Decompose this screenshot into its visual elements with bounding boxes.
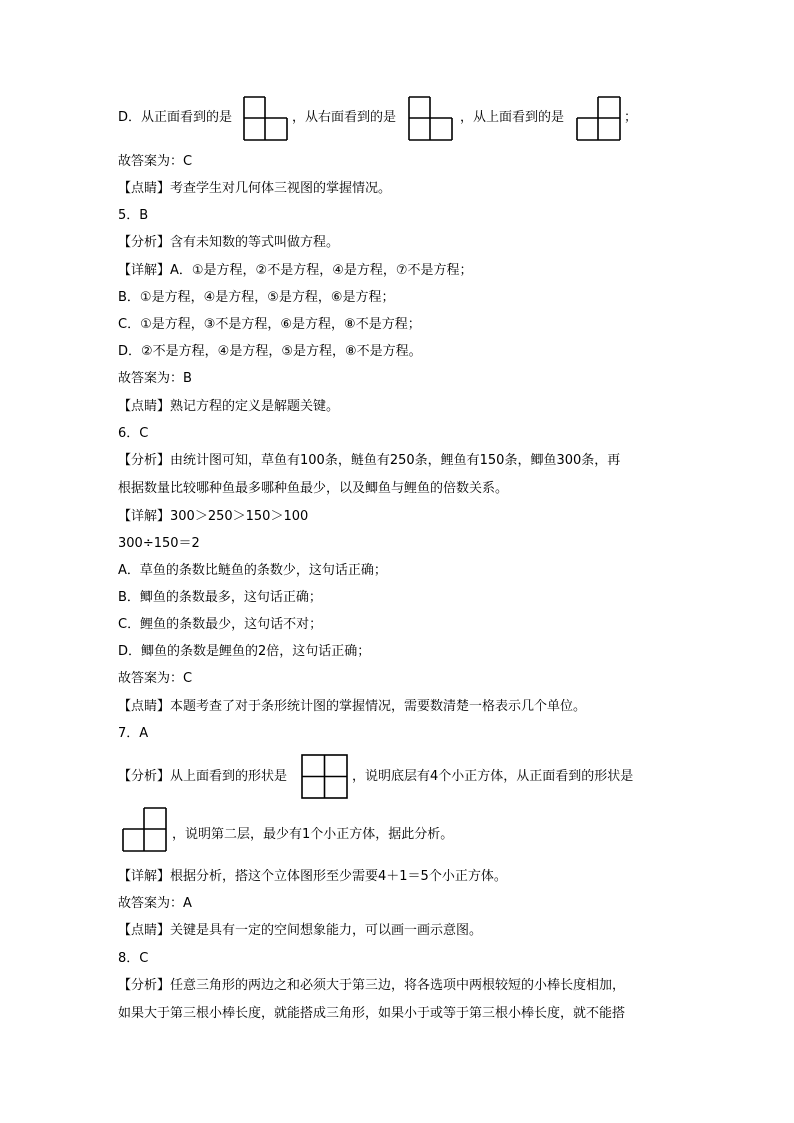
q6-note: 【点睛】本题考查了对于条形统计图的掌握情况，需要数清楚一格表示几个单位。: [118, 699, 587, 714]
q4-option-d: [118, 109, 232, 127]
top-view-figure: [576, 96, 622, 142]
q7-number: 7．A: [118, 726, 149, 741]
q4-answer: 故答案为：C: [118, 154, 193, 169]
q5-option-d: D．②不是方程，④是方程，⑤是方程，⑧不是方程。: [118, 344, 422, 359]
q7-analysis-line1a: 【分析】从上面看到的形状是: [118, 769, 288, 784]
q4d-text-right-wrap: [292, 109, 396, 127]
q6-calc: 300÷150＝2: [118, 536, 200, 551]
q6-number: 6．C: [118, 426, 149, 441]
q8-analysis-line1: 【分析】任意三角形的两边之和必须大于第三边，将各选项中两根较短的小棒长度相加，: [118, 978, 626, 993]
front-view-figure: [243, 96, 289, 142]
q6-analysis-line1: 【分析】由统计图可知，草鱼有100条，鲢鱼有250条，鲤鱼有150条，鲫鱼300条，再: [118, 453, 621, 468]
q4d-text-top: ，从上面看到的是: [460, 110, 565, 125]
q8-number: 8．C: [118, 951, 149, 966]
q5-option-c: C．①是方程，③不是方程，⑥是方程，⑧不是方程；: [118, 317, 421, 332]
top-view-square-figure: [301, 754, 349, 800]
q5-detail: 【详解】A．①是方程，②不是方程，④是方程，⑦不是方程；: [118, 263, 473, 278]
q8-analysis-line2: 如果大于第三根小棒长度，就能搭成三角形，如果小于或等于第三根小棒长度，就不能搭: [118, 1006, 626, 1021]
q7-analysis-line1b: ，说明底层有4个小正方体，从正面看到的形状是: [352, 769, 634, 784]
q5-answer: 故答案为：B: [118, 371, 192, 386]
front-view-l-figure: [122, 807, 168, 853]
q4d-text-right: ，从右面看到的是: [292, 110, 397, 125]
q4-note: 【点睛】考查学生对几何体三视图的掌握情况。: [118, 181, 392, 196]
q6-option-d: D．鲫鱼的条数是鲤鱼的2倍，这句话正确；: [118, 644, 371, 659]
q4d-text-front: D．从正面看到的是: [118, 110, 233, 125]
q6-option-a: A．草鱼的条数比鲢鱼的条数少，这句话正确；: [118, 563, 387, 578]
q5-option-b: B．①是方程，④是方程，⑤是方程，⑥是方程；: [118, 290, 395, 305]
q6-answer: 故答案为：C: [118, 671, 193, 686]
q6-option-c: C．鲤鱼的条数最少，这句话不对；: [118, 617, 323, 632]
q6-analysis-line2: 根据数量比较哪种鱼最多哪种鱼最少，以及鲫鱼与鲤鱼的倍数关系。: [118, 481, 509, 496]
right-view-figure: [408, 96, 454, 142]
q4d-text-top-wrap: [460, 109, 564, 127]
q7-detail: 【详解】根据分析，搭这个立体图形至少需要4＋1＝5个小正方体。: [118, 869, 507, 884]
q7-analysis-line2: ，说明第二层，最少有1个小正方体，据此分析。: [172, 827, 454, 842]
q4d-end-wrap: [624, 109, 637, 127]
q6-option-b: B．鲫鱼的条数最多，这句话正确；: [118, 590, 322, 605]
q7-note: 【点睛】关键是具有一定的空间想象能力，可以画一画示意图。: [118, 923, 483, 938]
q5-number: 5．B: [118, 208, 149, 223]
q5-note: 【点睛】熟记方程的定义是解题关键。: [118, 399, 340, 414]
q7-answer: 故答案为：A: [118, 896, 192, 911]
q4d-end: ；: [624, 110, 638, 125]
q5-analysis: 【分析】含有未知数的等式叫做方程。: [118, 235, 340, 250]
q6-detail: 【详解】300＞250＞150＞100: [118, 509, 309, 524]
